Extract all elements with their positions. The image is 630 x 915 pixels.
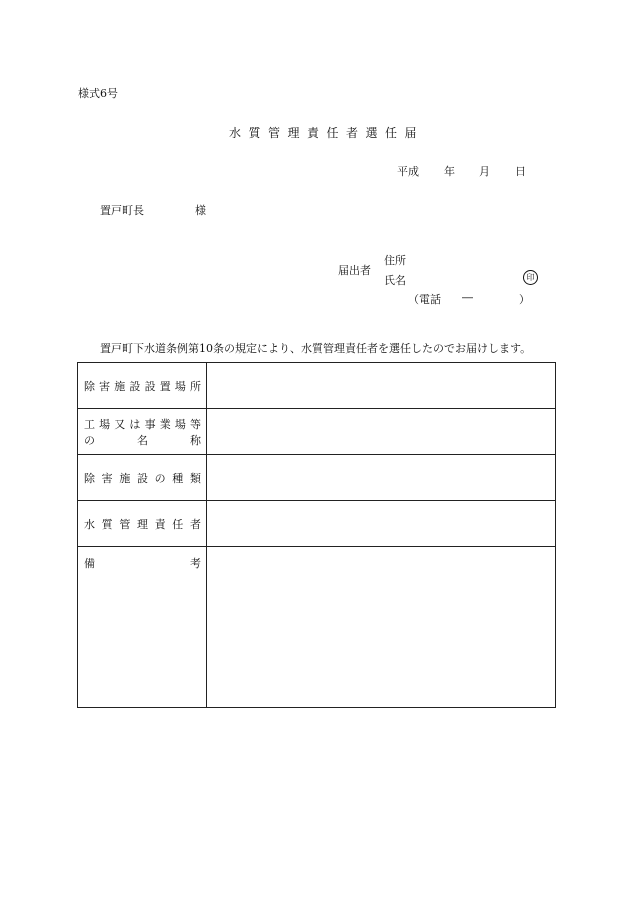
table-row	[78, 501, 556, 547]
label-char: の	[84, 433, 95, 447]
name-label: 氏名	[384, 274, 406, 287]
row-label-facility-location	[78, 363, 207, 409]
date-month-label: 月	[479, 165, 490, 178]
label-char: 管	[119, 517, 131, 531]
spread-label	[84, 432, 201, 448]
spread-label	[84, 516, 201, 532]
form-number: 様式6号	[78, 87, 118, 100]
label-char: 害	[99, 379, 111, 393]
date-year-label: 年	[444, 165, 455, 178]
label-char: 場	[174, 379, 186, 393]
date-day-label: 日	[515, 165, 526, 178]
table-row	[78, 455, 556, 501]
phone-open: （電話	[408, 293, 441, 306]
label-char: 場	[174, 417, 186, 431]
addressee: 置戸町長	[100, 204, 144, 217]
label-char: 質	[101, 517, 113, 531]
label-char: 類	[189, 471, 201, 485]
honorific: 様	[195, 204, 206, 217]
phone-dash: ―	[462, 291, 473, 304]
label-char: 施	[119, 471, 131, 485]
row-label-facility-type	[78, 455, 207, 501]
value-cell-factory-name[interactable]	[207, 409, 556, 455]
value-cell-remarks[interactable]	[207, 547, 556, 708]
date-era: 平成	[397, 165, 419, 178]
value-cell-facility-type[interactable]	[207, 455, 556, 501]
label-char: 設	[129, 379, 141, 393]
table-row	[78, 547, 556, 708]
row-label-factory-name	[78, 409, 207, 455]
label-char: 備	[84, 557, 95, 570]
label-char: 名	[137, 433, 148, 447]
label-char: 施	[114, 379, 126, 393]
label-char: 場	[99, 417, 111, 431]
label-char: 等	[189, 417, 201, 431]
row-label-quality-manager	[78, 501, 207, 547]
label-char: 称	[190, 433, 201, 447]
label-char: 業	[159, 417, 171, 431]
spread-label	[84, 470, 201, 486]
label-char: 水	[84, 517, 95, 531]
spread-label	[84, 555, 201, 571]
label-char: 置	[159, 379, 171, 393]
document-title: 水質管理責任者選任届	[229, 126, 425, 140]
value-cell-facility-location[interactable]	[207, 363, 556, 409]
label-char: は	[129, 417, 141, 431]
table-row	[78, 409, 556, 455]
label-char: の	[154, 471, 166, 485]
label-char: 任	[172, 517, 184, 531]
label-char: 所	[189, 379, 201, 393]
label-char: 害	[101, 471, 113, 485]
spread-label	[84, 416, 201, 432]
label-char: 設	[144, 379, 156, 393]
label-char: 除	[84, 379, 95, 393]
registration-table	[77, 362, 556, 708]
label-char: 種	[172, 471, 184, 485]
row-label-remarks	[78, 547, 207, 708]
seal-mark: 印	[523, 270, 538, 285]
label-char: 責	[154, 517, 166, 531]
value-cell-quality-manager[interactable]	[207, 501, 556, 547]
label-char: 設	[136, 471, 148, 485]
submitter-label: 届出者	[338, 264, 371, 277]
label-char: 考	[190, 557, 201, 570]
table-row	[78, 363, 556, 409]
spread-label	[84, 378, 201, 394]
address-label: 住所	[384, 254, 406, 267]
label-char: 理	[136, 517, 148, 531]
label-char: 又	[114, 417, 126, 431]
label-char: 工	[84, 417, 95, 431]
statement-text: 置戸町下水道条例第10条の規定により、水質管理責任者を選任したのでお届けします。	[100, 342, 532, 355]
label-char: 事	[144, 417, 156, 431]
phone-close: ）	[519, 293, 530, 306]
label-char: 除	[84, 471, 95, 485]
label-char: 者	[189, 517, 201, 531]
